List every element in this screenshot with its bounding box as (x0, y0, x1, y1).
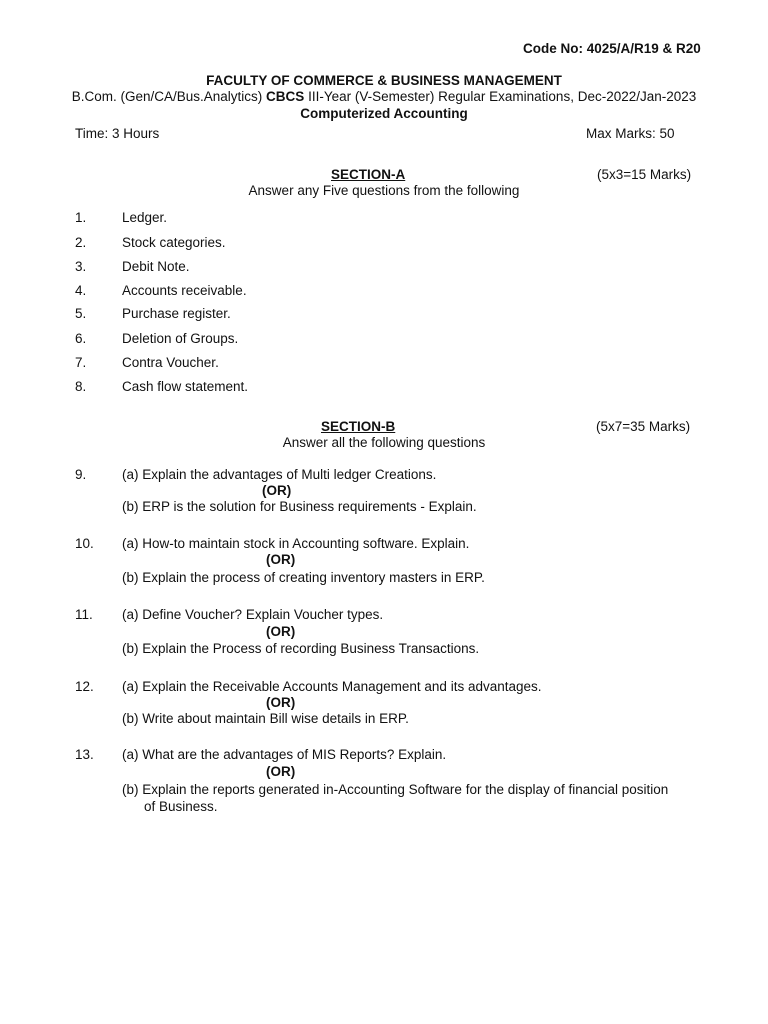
question-number: 5. (75, 306, 87, 321)
or-separator: (OR) (262, 483, 292, 498)
question-number: 8. (75, 379, 87, 394)
question-text: Contra Voucher. (122, 355, 219, 370)
question-text: Cash flow statement. (122, 379, 249, 394)
question-part-a: (a) How-to maintain stock in Accounting software. Explain. (122, 536, 470, 551)
course-line (0, 89, 768, 104)
question-number: 3. (75, 259, 87, 274)
question-part-a: (a) Explain the Receivable Accounts Management and its advantages. (122, 679, 542, 694)
question-part-b-continued: of Business. (144, 799, 218, 814)
or-separator: (OR) (266, 764, 296, 779)
question-text: Deletion of Groups. (122, 331, 239, 346)
section-b-instruction: Answer all the following questions (282, 435, 486, 450)
question-part-b: (b) Explain the process of creating inventory masters in ERP. (122, 570, 485, 585)
faculty-title: FACULTY OF COMMERCE & BUSINESS MANAGEMENT (206, 73, 562, 88)
question-part-b: (b) ERP is the solution for Business requirements - Explain. (122, 499, 477, 514)
question-number: 13. (75, 747, 94, 762)
question-number: 4. (75, 283, 87, 298)
question-text: Ledger. (122, 210, 168, 225)
section-a-instruction: Answer any Five questions from the following (248, 183, 520, 198)
question-number: 9. (75, 467, 87, 482)
course-cbcs: CBCS (266, 89, 305, 104)
max-marks: Max Marks: 50 (586, 126, 675, 141)
or-separator: (OR) (266, 624, 296, 639)
or-separator: (OR) (266, 552, 296, 567)
course-suffix: III-Year (V-Semester) Regular Examinations, Dec-2022/Jan-2023 (308, 89, 697, 104)
exam-time: Time: 3 Hours (75, 126, 160, 141)
code-number: Code No: 4025/A/R19 & R20 (523, 41, 701, 56)
course-prefix: B.Com. (Gen/CA/Bus.Analytics) (71, 89, 263, 104)
question-text: Accounts receivable. (122, 283, 247, 298)
question-part-a: (a) What are the advantages of MIS Reports? Explain. (122, 747, 447, 762)
question-part-b: (b) Explain the Process of recording Business Transactions. (122, 641, 480, 656)
question-number: 6. (75, 331, 87, 346)
question-part-b: (b) Write about maintain Bill wise details in ERP. (122, 711, 409, 726)
question-part-a: (a) Define Voucher? Explain Voucher types. (122, 607, 384, 622)
question-part-a: (a) Explain the advantages of Multi ledger Creations. (122, 467, 437, 482)
question-number: 12. (75, 679, 94, 694)
subject-title: Computerized Accounting (300, 106, 468, 121)
section-b-marks: (5x7=35 Marks) (596, 419, 691, 434)
question-number: 11. (75, 607, 93, 622)
question-text: Purchase register. (122, 306, 231, 321)
question-text: Stock categories. (122, 235, 226, 250)
question-text: Debit Note. (122, 259, 190, 274)
question-number: 2. (75, 235, 87, 250)
question-part-b: (b) Explain the reports generated in-Accounting Software for the display of financial position (122, 782, 669, 797)
section-a-title: SECTION-A (331, 167, 406, 182)
or-separator: (OR) (266, 695, 296, 710)
question-number: 1. (75, 210, 87, 225)
question-number: 7. (75, 355, 87, 370)
section-b-title: SECTION-B (321, 419, 396, 434)
section-a-marks: (5x3=15 Marks) (597, 167, 692, 182)
question-number: 10. (75, 536, 94, 551)
